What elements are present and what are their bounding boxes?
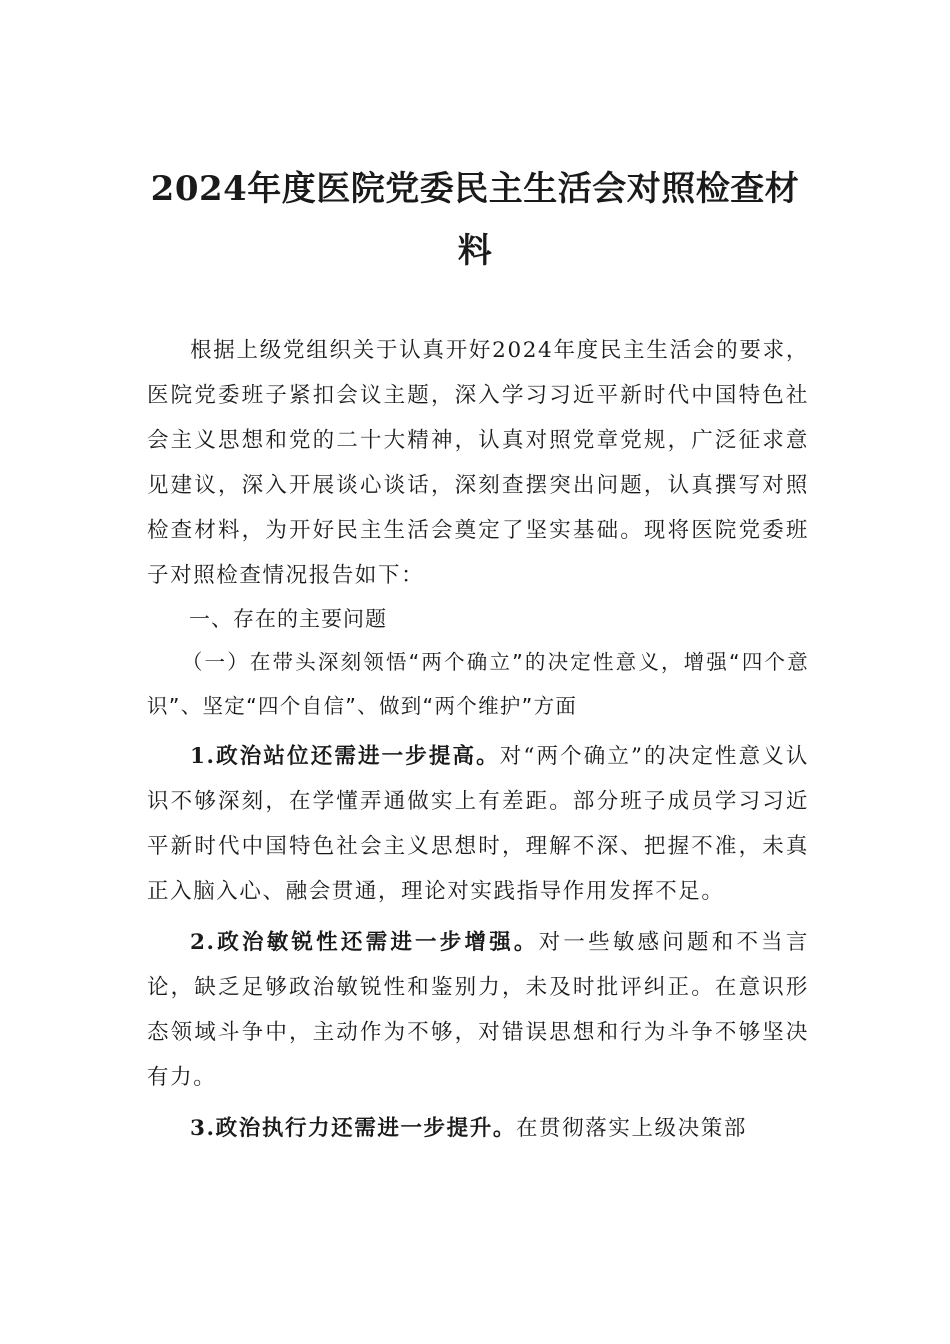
document-body [147, 328, 809, 1151]
document-title: 2024年度医院党委民主生活会对照检查材料 [150, 169, 800, 271]
problem-item-3 [147, 1106, 809, 1151]
problem-item-2 [147, 920, 809, 1100]
subsection-heading: （一）在带头深刻领悟“两个确立”的决定性意义，增强“四个意识”、坚定“四个自信”、做到“两个维护”方面 [147, 650, 809, 718]
problem-item-1-lead: 1.政治站位还需进一步提高。 [190, 744, 500, 769]
problem-item-3-text: 在贯彻落实上级决策部 [515, 1116, 747, 1141]
problem-item-3-lead: 3.政治执行力还需进一步提升。 [190, 1116, 516, 1141]
problem-item-2-lead: 2.政治敏锐性还需进一步增强。 [190, 930, 539, 955]
problem-item-1 [147, 734, 809, 914]
problem-item-1-text: 对“两个确立”的决定性意义认识不够深刻，在学懂弄通做实上有差距。部分班子成员学习习近平新时代中国特色社会主义思想时，理解不深、把握不准，未真正入脑入心、融会贯通，理论对实践指导作用发挥不足。 [147, 744, 809, 904]
section-heading: 一、存在的主要问题 [189, 607, 387, 631]
intro-paragraph: 根据上级党组织关于认真开好2024年度民主生活会的要求，医院党委班子紧扣会议主题，深入学习习近平新时代中国特色社会主义思想和党的二十大精神，认真对照党章党规，广泛征求意见建议，深入开展谈心谈话，深刻查摆突出问题，认真撰写对照检查材料，为开好民主生活会奠定了坚实基础。现将医院党委班子对照检查情况报告如下： [147, 338, 809, 588]
problem-item-2-text: 对一些敏感问题和不当言论，缺乏足够政治敏锐性和鉴别力，未及时批评纠正。在意识形态领域斗争中，主动作为不够，对错误思想和行为斗争不够坚决有力。 [147, 930, 809, 1090]
